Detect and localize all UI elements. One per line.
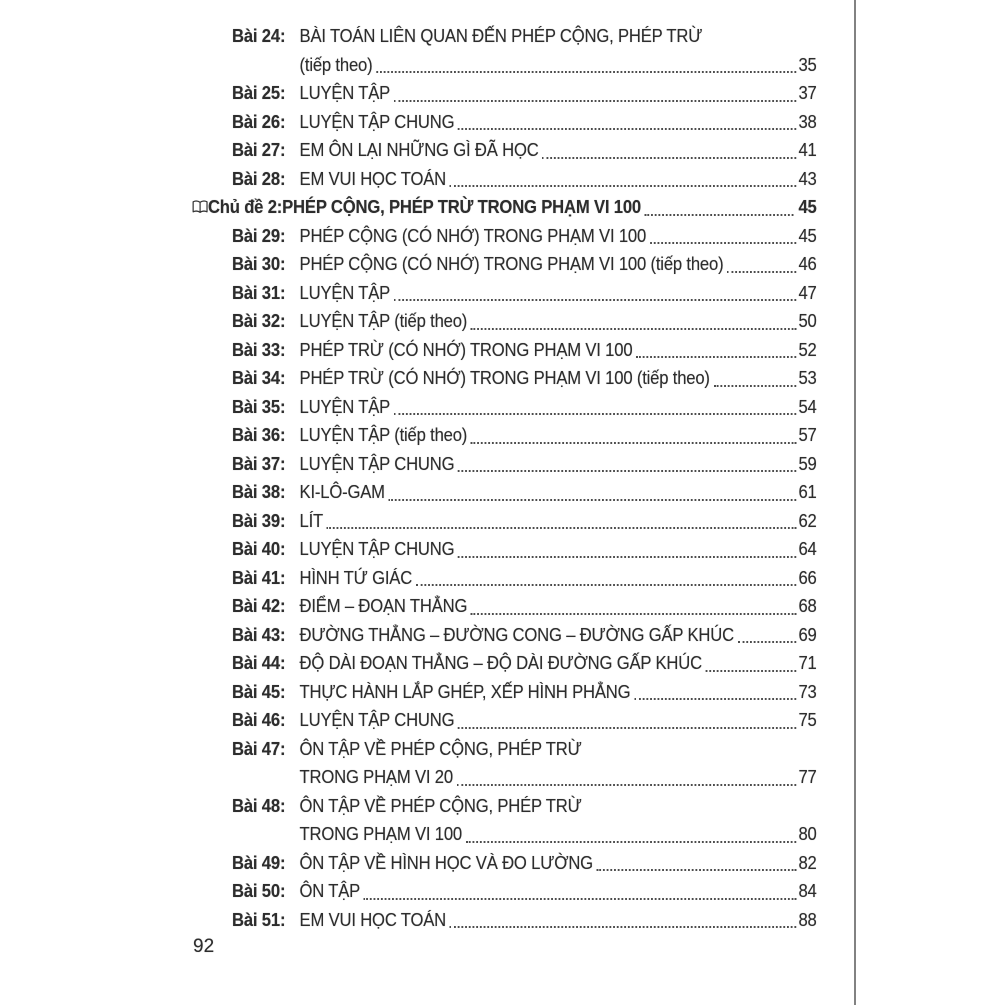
entry-content [300,592,817,621]
lesson-title: LUYỆN TẬP [299,83,391,103]
entry-page-ref: 35 [798,54,817,75]
toc-lesson-row [232,535,817,564]
lesson-label: Bài 37: [232,453,286,474]
lesson-label: Bài 26: [232,111,286,132]
lesson-label: Bài 42: [232,596,286,616]
entry-content [300,678,817,707]
toc-lesson-row [232,849,817,878]
dot-leader [327,527,797,529]
dot-leader [471,442,797,444]
lesson-label: Bài 44: [232,653,286,673]
entry-line-1 [300,279,817,308]
toc-lesson-row [232,79,817,108]
entry-line-1 [282,193,816,222]
entry-page-ref: 68 [798,596,817,616]
entry-page-ref: 77 [798,767,817,787]
dot-leader [471,613,797,615]
toc-lesson-row [232,621,817,650]
lesson-title: EM ÔN LẠI NHỮNG GÌ ĐÃ HỌC [299,140,539,160]
lesson-label: Bài 49: [232,852,286,873]
entry-content [300,22,817,79]
entry-line-1 [300,507,817,536]
dot-leader [458,556,797,558]
entry-page-ref: 47 [798,282,817,303]
entry-content [300,735,817,792]
dot-leader [458,128,797,130]
entry-line-1 [300,421,817,450]
dot-leader [458,470,797,472]
lesson-label: Bài 36: [232,425,286,445]
entry-line-1 [300,108,817,137]
lesson-title: PHÉP CỘNG (CÓ NHỚ) TRONG PHẠM VI 100 (tiếp theo) [299,254,724,274]
entry-line-1 [300,849,817,878]
entry-content [300,849,817,878]
lesson-title: ÔN TẬP VỀ HÌNH HỌC VÀ ĐO LƯỜNG [299,852,593,873]
dot-leader [636,356,796,358]
entry-content [300,706,817,735]
lesson-title: LÍT [299,510,324,531]
entry-line-1 [300,136,817,165]
entry-line-1 [300,735,817,764]
lesson-title: ÔN TẬP [299,881,361,901]
entry-page-ref: 69 [798,624,817,645]
toc-lesson-row [232,108,817,137]
toc-lesson-row [232,906,817,935]
entry-content [300,108,817,137]
entry-line-2 [300,763,817,792]
lesson-title: LUYỆN TẬP CHUNG [299,111,455,132]
dot-leader [597,869,797,871]
lesson-title: LUYỆN TẬP CHUNG [299,710,455,730]
lesson-title: PHÉP TRỪ (CÓ NHỚ) TRONG PHẠM VI 100 (tiếp theo) [299,368,710,388]
lesson-label: Bài 32: [232,311,286,331]
lesson-label: Bài 34: [232,368,286,388]
dot-leader [450,185,797,187]
entry-content [300,279,817,308]
entry-page-ref: 88 [798,909,817,930]
dot-leader [394,413,797,415]
entry-line-1 [300,564,817,593]
entry-page-ref: 38 [798,111,817,132]
toc-lesson-row [232,564,817,593]
entry-content [282,193,816,222]
entry-content [300,535,817,564]
dot-leader [450,926,797,928]
lesson-title: ĐƯỜNG THẲNG – ĐƯỜNG CONG – ĐƯỜNG GẤP KHÚC [299,624,734,645]
lesson-title: HÌNH TỨ GIÁC [299,567,413,588]
entry-page-ref: 73 [798,681,817,702]
toc-chapter-row [192,193,816,222]
lesson-label: Bài 46: [232,710,286,730]
entry-content [300,250,817,279]
lesson-title-continued: TRONG PHẠM VI 100 [299,824,463,844]
entry-line-1 [300,478,817,507]
lesson-label: Bài 38: [232,482,286,502]
entry-line-1 [300,336,817,365]
lesson-label: Bài 28: [232,168,286,189]
entry-line-1 [300,877,817,906]
toc-lesson-row [232,250,817,279]
lesson-label: Bài 43: [232,624,286,645]
lesson-label: Bài 30: [232,254,286,274]
lesson-title: LUYỆN TẬP CHUNG [299,539,455,559]
dot-leader [634,698,797,700]
lesson-label: Bài 45: [232,681,286,702]
entry-content [300,478,817,507]
entry-page-ref: 80 [798,824,817,844]
lesson-title: LUYỆN TẬP (tiếp theo) [299,425,468,445]
entry-content [300,792,817,849]
lesson-title: EM VUI HỌC TOÁN [299,168,447,189]
entry-content [300,393,817,422]
entry-line-1 [300,307,817,336]
lesson-title: LUYỆN TẬP CHUNG [299,453,455,474]
toc-lesson-row [232,165,817,194]
dot-leader [416,584,797,586]
lesson-title: LUYỆN TẬP [299,396,391,417]
entry-content [300,564,817,593]
dot-leader [457,784,797,786]
entry-content [300,621,817,650]
entry-page-ref: 41 [798,140,817,160]
toc-list [207,22,817,934]
dot-leader [466,841,797,843]
entry-content [300,79,817,108]
lesson-label: Bài 24: [232,26,286,46]
dot-leader [727,271,796,273]
page-number: 92 [193,936,215,957]
toc-lesson-row [232,336,817,365]
entry-page-ref: 53 [798,368,817,388]
toc-lesson-row [232,478,817,507]
lesson-label: Bài 48: [232,795,286,816]
toc-lesson-row [232,450,817,479]
lesson-label: Bài 25: [232,83,286,103]
lesson-label: Bài 50: [232,881,286,901]
entry-page-ref: 71 [798,653,817,673]
entry-line-1 [300,222,817,251]
dot-leader [650,242,797,244]
dot-leader [645,214,794,216]
dot-leader [394,299,797,301]
entry-page-ref: 84 [798,881,817,901]
lesson-title: THỰC HÀNH LẮP GHÉP, XẾP HÌNH PHẲNG [299,681,631,702]
lesson-title: ĐỘ DÀI ĐOẠN THẲNG – ĐỘ DÀI ĐƯỜNG GẤP KHÚC [299,653,702,673]
entry-page-ref: 75 [798,710,817,730]
dot-leader [738,641,797,643]
toc-lesson-row [232,421,817,450]
entry-page-ref: 62 [798,510,817,531]
toc-lesson-row [232,592,817,621]
lesson-label: Bài 35: [232,396,286,417]
lesson-label: Bài 39: [232,510,286,531]
chapter-label: Chủ đề 2: [207,197,283,217]
entry-page-ref: 50 [798,311,817,331]
entry-page-ref: 45 [798,225,817,246]
entry-content [300,507,817,536]
entry-line-1 [300,364,817,393]
toc-lesson-row [232,364,817,393]
entry-line-1 [300,649,817,678]
entry-content [300,877,817,906]
entry-line-1 [300,22,817,51]
dot-leader [364,898,797,900]
entry-line-1 [300,393,817,422]
entry-line-1 [300,792,817,821]
dot-leader [471,328,797,330]
page-edge-line [854,0,856,1005]
entry-page-ref: 61 [798,482,817,502]
toc-lesson-row [232,279,817,308]
toc-lesson-row [232,877,817,906]
entry-line-1 [300,621,817,650]
lesson-label: Bài 41: [232,567,286,588]
lesson-title: EM VUI HỌC TOÁN [299,909,447,930]
lesson-title: KI-LÔ-GAM [299,482,385,502]
dot-leader [458,727,797,729]
entry-content [300,136,817,165]
dot-leader [389,499,797,501]
entry-page-ref: 54 [798,396,817,417]
toc-lesson-row [232,393,817,422]
toc-lesson-row [232,222,817,251]
lesson-label: Bài 51: [232,909,286,930]
entry-line-1 [300,450,817,479]
entry-line-1 [300,906,817,935]
entry-page-ref: 59 [798,453,817,474]
toc-lesson-row [232,507,817,536]
entry-content [300,165,817,194]
entry-page-ref: 37 [798,83,817,103]
dot-leader [376,71,796,73]
lesson-label: Bài 40: [232,539,286,559]
lesson-title: BÀI TOÁN LIÊN QUAN ĐẾN PHÉP CỘNG, PHÉP TRỪ [299,26,703,46]
open-book-icon [192,193,208,214]
lesson-label: Bài 33: [232,339,286,360]
entry-content [300,649,817,678]
toc-lesson-row [232,307,817,336]
entry-content [300,906,817,935]
entry-line-1 [300,79,817,108]
toc-lesson-row [232,678,817,707]
entry-page-ref: 43 [798,168,817,189]
entry-content [300,222,817,251]
toc-lesson-row [232,649,817,678]
entry-page-ref: 45 [798,197,817,217]
dot-leader [713,385,796,387]
entry-line-1 [300,678,817,707]
dot-leader [542,157,796,159]
lesson-label: Bài 29: [232,225,286,246]
entry-content [300,364,817,393]
entry-line-1 [300,250,817,279]
entry-line-1 [300,706,817,735]
entry-content [300,307,817,336]
entry-page-ref: 46 [798,254,817,274]
entry-page-ref: 57 [798,425,817,445]
lesson-title: ÔN TẬP VỀ PHÉP CỘNG, PHÉP TRỪ [299,795,582,816]
lesson-title: ÔN TẬP VỀ PHÉP CỘNG, PHÉP TRỪ [299,738,582,759]
entry-content [300,421,817,450]
lesson-title-continued: TRONG PHẠM VI 20 [299,767,453,787]
entry-line-1 [300,592,817,621]
entry-line-2 [300,51,817,80]
entry-page-ref: 66 [798,567,817,588]
lesson-label: Bài 47: [232,738,286,759]
entry-line-1 [300,165,817,194]
lesson-label: Bài 27: [232,140,286,160]
dot-leader [394,100,797,102]
chapter-title: PHÉP CỘNG, PHÉP TRỪ TRONG PHẠM VI 100 [282,197,641,217]
lesson-title: LUYỆN TẬP [299,282,391,303]
entry-line-2 [300,820,817,849]
entry-page-ref: 82 [798,852,817,873]
lesson-label: Bài 31: [232,282,286,303]
lesson-title: PHÉP CỘNG (CÓ NHỚ) TRONG PHẠM VI 100 [299,225,647,246]
toc-lesson-row [232,792,817,849]
lesson-title-continued: (tiếp theo) [299,54,373,75]
toc-lesson-row [232,136,817,165]
lesson-title: LUYỆN TẬP (tiếp theo) [299,311,468,331]
entry-line-1 [300,535,817,564]
entry-content [300,450,817,479]
dot-leader [706,670,797,672]
toc-lesson-row [232,735,817,792]
toc-lesson-row [232,706,817,735]
entry-page-ref: 64 [798,539,817,559]
lesson-title: ĐIỂM – ĐOẠN THẲNG [299,596,468,616]
toc-lesson-row [232,22,817,79]
entry-content [300,336,817,365]
entry-page-ref: 52 [798,339,817,360]
lesson-title: PHÉP TRỪ (CÓ NHỚ) TRONG PHẠM VI 100 [299,339,633,360]
